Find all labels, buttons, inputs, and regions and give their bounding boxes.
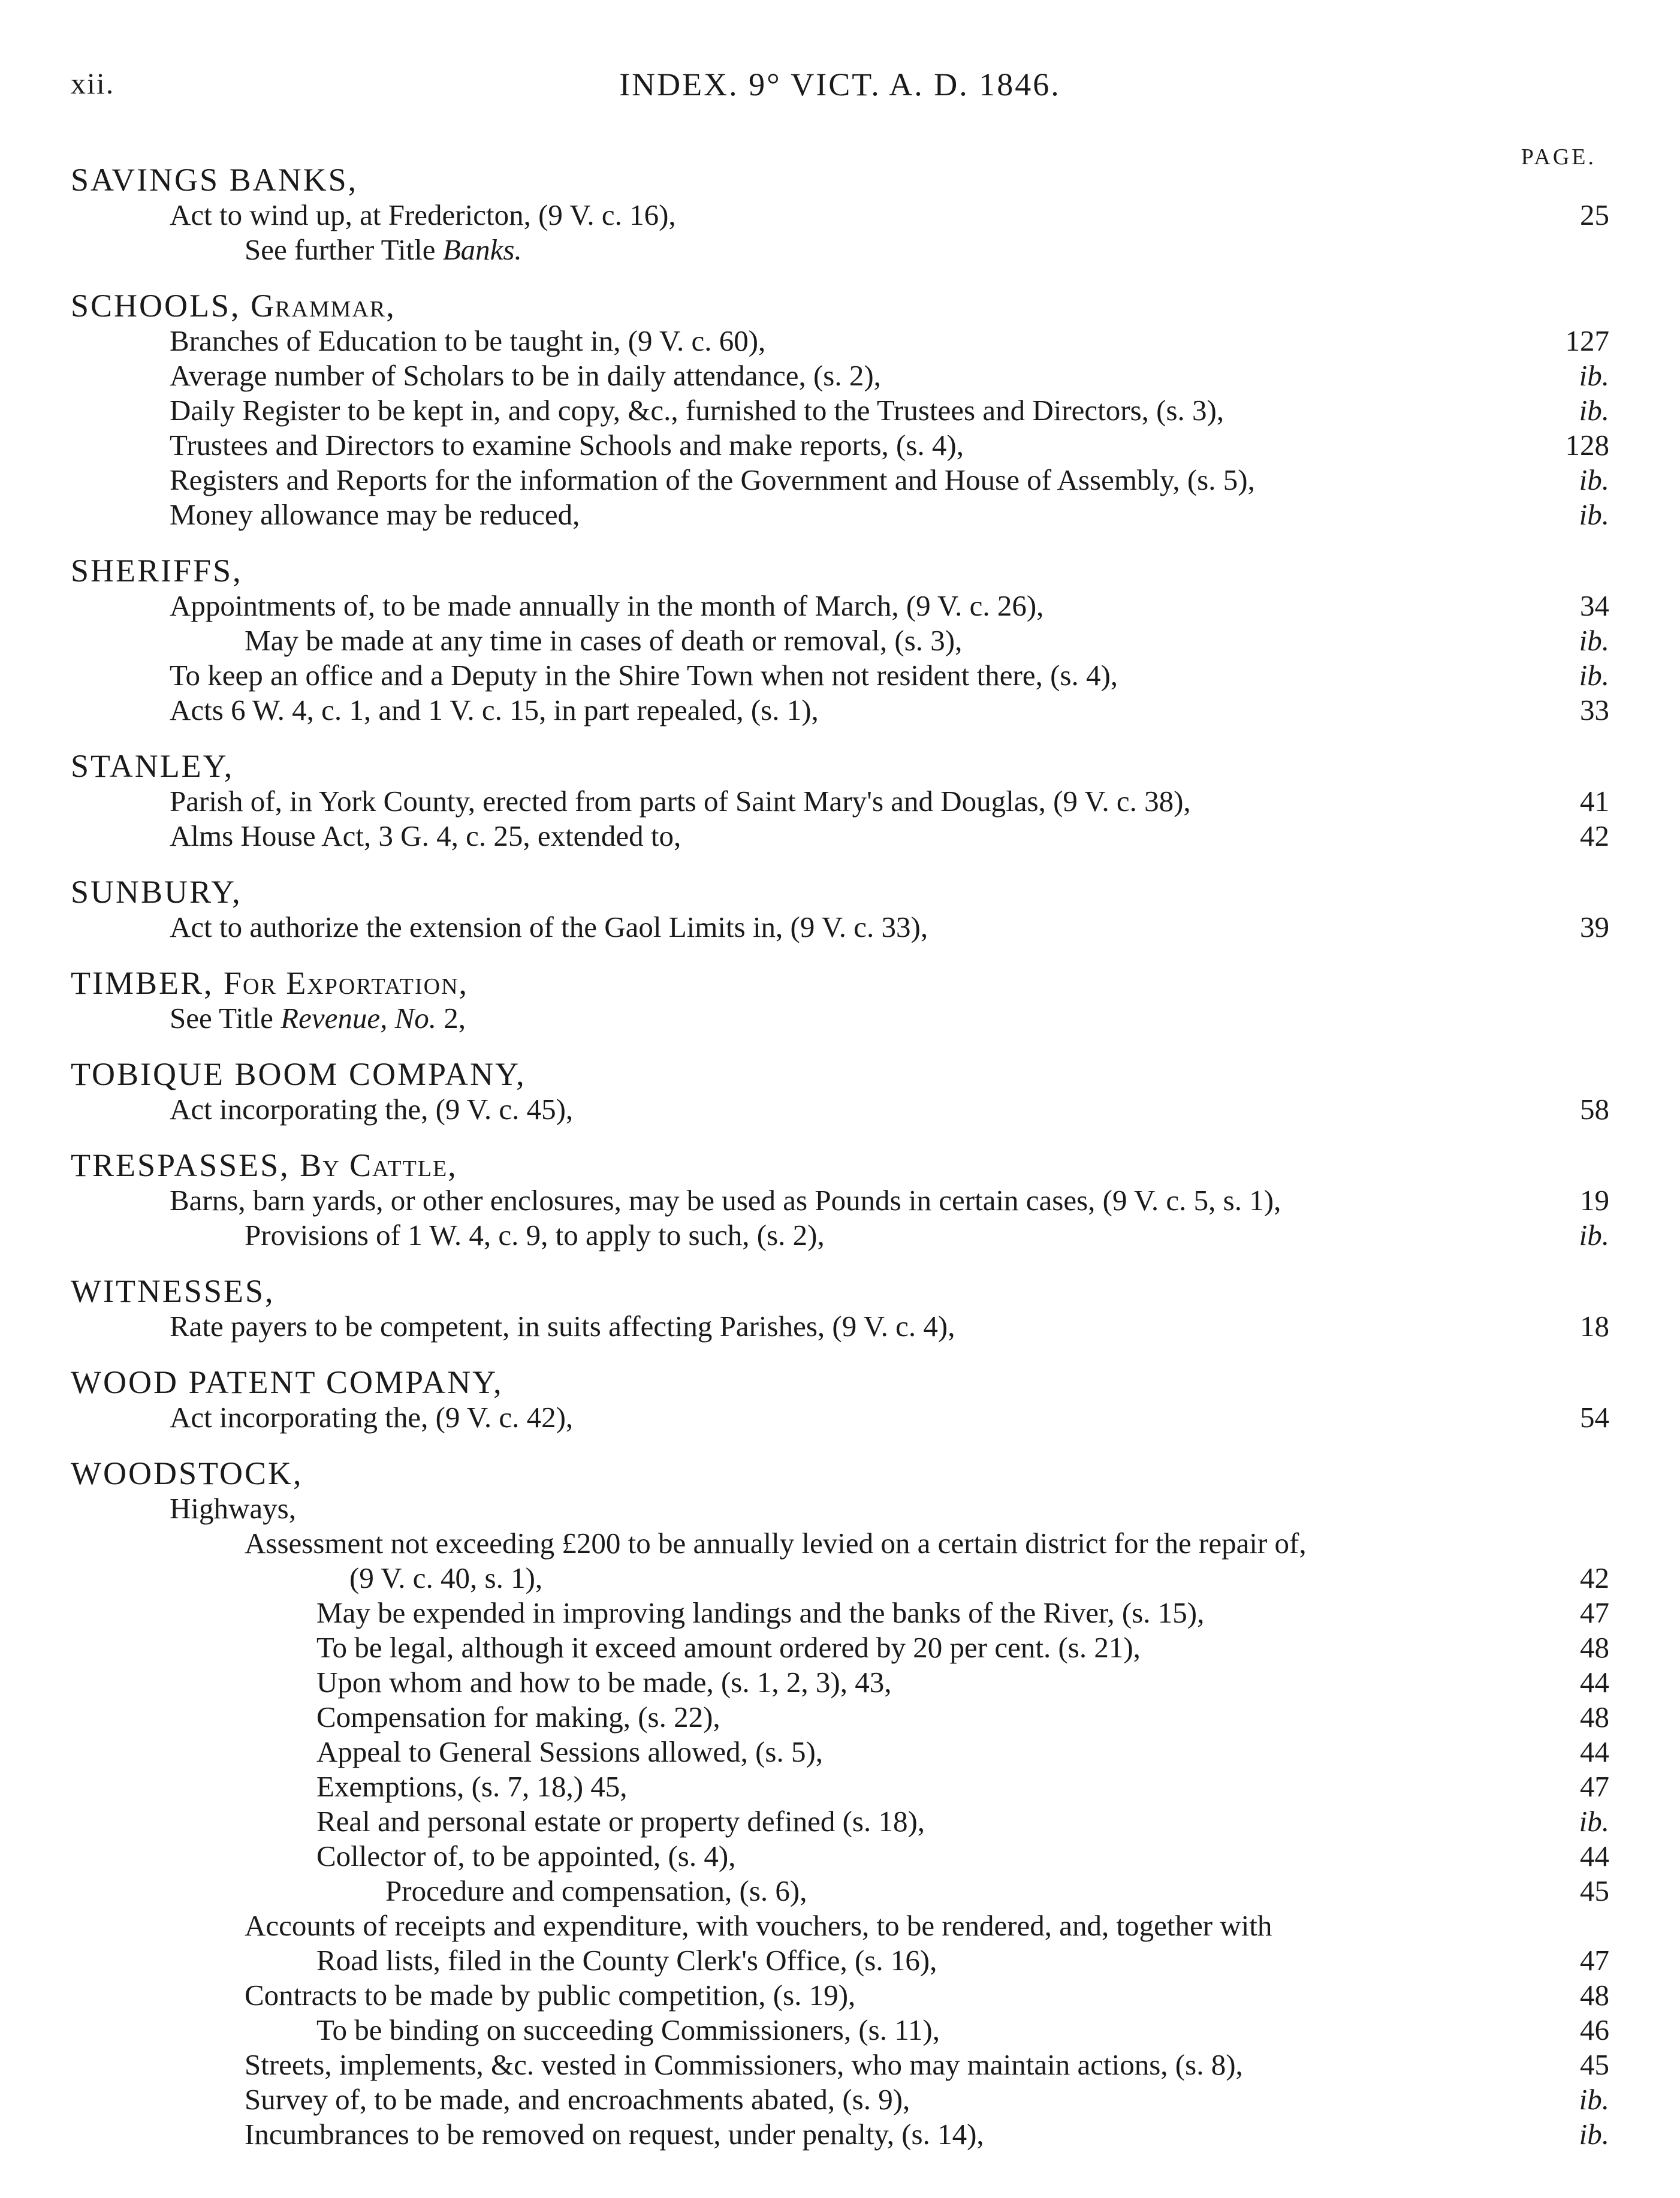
index-line — [71, 1092, 1609, 1127]
page-ref: 42 — [1580, 819, 1609, 852]
line-text: Survey of, to be made, and encroachments abated, (s. 9), — [245, 2083, 910, 2116]
page-ref: 48 — [1580, 1631, 1609, 1664]
page-ref: ib. — [1579, 2118, 1609, 2151]
index-entry-tobique-boom-company — [71, 1056, 1609, 1127]
line-text: Trustees and Directors to examine Schools and make reports, (s. 4), — [170, 429, 964, 462]
index-line — [71, 498, 1609, 532]
index-line — [71, 910, 1609, 945]
line-text: Accounts of receipts and expenditure, with vouchers, to be rendered, and, together with — [245, 1909, 1272, 1942]
line-text: Appointments of, to be made annually in the month of March, (9 V. c. 26), — [170, 589, 1044, 622]
index-line — [71, 358, 1609, 393]
index-entry-trespasses — [71, 1147, 1609, 1253]
page-ref: ib. — [1579, 498, 1609, 531]
page-ref: 47 — [1580, 1770, 1609, 1803]
index-line — [71, 1001, 1609, 1036]
page-ref: ib. — [1579, 659, 1609, 692]
entry-heading-sub: For Exportation, — [224, 965, 469, 1001]
entry-heading: SHERIFFS, — [71, 553, 243, 589]
entry-heading-main: TIMBER, — [71, 965, 214, 1001]
line-text: Acts 6 W. 4, c. 1, and 1 V. c. 15, in part repealed, (s. 1), — [170, 694, 819, 726]
line-text: Parish of, in York County, erected from parts of Saint Mary's and Douglas, (9 V. c. 38), — [170, 785, 1191, 818]
index-line — [71, 324, 1609, 358]
line-text: Barns, barn yards, or other enclosures, may be used as Pounds in certain cases, (9 V. c. 5, s. 1), — [170, 1184, 1281, 1217]
index-line — [71, 693, 1609, 728]
index-line — [71, 1630, 1609, 1665]
line-text: See further Title — [245, 233, 443, 266]
page-ref: 25 — [1580, 198, 1609, 231]
index-line — [71, 1804, 1609, 1839]
line-text: May be made at any time in cases of death or removal, (s. 3), — [245, 624, 963, 657]
index-line — [71, 1978, 1609, 2013]
page-ref: 58 — [1580, 1093, 1609, 1126]
running-head — [0, 66, 1680, 114]
index-line — [71, 198, 1609, 233]
line-text: Incumbrances to be removed on request, under penalty, (s. 14), — [245, 2118, 984, 2151]
page-ref: 45 — [1580, 1874, 1609, 1907]
line-text: Branches of Education to be taught in, (9 V. c. 60), — [170, 324, 766, 357]
index-entry-schools — [71, 288, 1609, 532]
line-text: Money allowance may be reduced, — [170, 498, 580, 531]
line-text: Act to wind up, at Fredericton, (9 V. c. 16), — [170, 198, 676, 231]
line-text: Upon whom and how to be made, (s. 1, 2, 3), 43, — [316, 1666, 892, 1699]
index-line — [71, 1183, 1609, 1218]
index-entry-witnesses — [71, 1273, 1609, 1344]
index-entry-woodstock — [71, 1455, 1609, 2152]
page-ref: 39 — [1580, 910, 1609, 943]
index-line — [71, 428, 1609, 463]
line-text: Exemptions, (s. 7, 18,) 45, — [316, 1770, 628, 1803]
line-text: Streets, implements, &c. vested in Commissioners, who may maintain actions, (s. 8), — [245, 2048, 1243, 2081]
line-text: 2, — [436, 1002, 466, 1035]
cross-reference-title: Banks. — [442, 233, 522, 266]
line-text: To be legal, although it exceed amount ordered by 20 per cent. (s. 21), — [316, 1631, 1141, 1664]
line-text: Highways, — [170, 1492, 296, 1525]
index-subheading — [71, 1491, 1609, 1526]
entry-heading — [71, 965, 1609, 1001]
page-ref: 42 — [1580, 1561, 1609, 1594]
entry-heading-main: TRESPASSES, — [71, 1147, 290, 1183]
page-ref: ib. — [1579, 463, 1609, 496]
page-ref: 128 — [1565, 429, 1609, 462]
running-title: INDEX. 9° VICT. A. D. 1846. — [619, 67, 1061, 102]
page-ref: 18 — [1580, 1310, 1609, 1343]
line-text: Registers and Reports for the information of the Government and House of Assembly, (s. 5), — [170, 463, 1255, 496]
entry-heading: TOBIQUE BOOM COMPANY, — [71, 1056, 526, 1092]
page-ref: 54 — [1580, 1401, 1609, 1434]
line-text: Assessment not exceeding £200 to be annually levied on a certain district for the repair of, — [245, 1527, 1307, 1560]
line-text: Alms House Act, 3 G. 4, c. 25, extended to, — [170, 819, 681, 852]
line-text: Real and personal estate or property defined (s. 18), — [316, 1805, 925, 1838]
page-ref: 127 — [1565, 324, 1609, 357]
index-content — [71, 162, 1609, 2172]
index-line — [71, 1400, 1609, 1435]
entry-heading: SUNBURY, — [71, 874, 242, 910]
index-line — [71, 1309, 1609, 1344]
line-text: Compensation for making, (s. 22), — [316, 1700, 720, 1733]
index-line — [71, 658, 1609, 693]
page-ref: ib. — [1579, 394, 1609, 427]
line-text: To be binding on succeeding Commissioners, (s. 11), — [316, 2013, 940, 2046]
page-ref: 33 — [1580, 694, 1609, 726]
index-entry-sheriffs — [71, 553, 1609, 728]
entry-heading: SAVINGS BANKS, — [71, 162, 358, 198]
line-text: Act to authorize the extension of the Gaol Limits in, (9 V. c. 33), — [170, 910, 928, 943]
entry-heading-sub: Grammar, — [251, 288, 396, 324]
page-ref: 48 — [1580, 1979, 1609, 2012]
index-line — [71, 463, 1609, 498]
index-line — [71, 1665, 1609, 1700]
entry-heading — [71, 1147, 1609, 1183]
line-text: Provisions of 1 W. 4, c. 9, to apply to such, (s. 2), — [245, 1219, 825, 1252]
index-line — [71, 1700, 1609, 1735]
index-line — [71, 1735, 1609, 1769]
page-ref: 34 — [1580, 589, 1609, 622]
page-ref: 41 — [1580, 785, 1609, 818]
index-line — [71, 2013, 1609, 2048]
line-text: Average number of Scholars to be in daily attendance, (s. 2), — [170, 359, 881, 392]
entry-heading-main: SCHOOLS, — [71, 288, 241, 324]
page-ref: ib. — [1579, 2083, 1609, 2116]
line-text: Rate payers to be competent, in suits affecting Parishes, (9 V. c. 4), — [170, 1310, 955, 1343]
entry-heading: STANLEY, — [71, 748, 234, 784]
page-ref: 19 — [1580, 1184, 1609, 1217]
entry-heading: WOODSTOCK, — [71, 1455, 303, 1491]
index-line — [71, 2117, 1609, 2152]
line-text: Daily Register to be kept in, and copy, &c., furnished to the Trustees and Directors, (s. 3), — [170, 394, 1224, 427]
index-line — [71, 1218, 1609, 1253]
line-text: See Title — [170, 1002, 281, 1035]
page-ref: 46 — [1580, 2013, 1609, 2046]
index-line — [71, 1769, 1609, 1804]
page-ref: 44 — [1580, 1735, 1609, 1768]
page-ref: 45 — [1580, 2048, 1609, 2081]
cross-reference-title: Revenue, No. — [280, 1002, 437, 1035]
index-line — [71, 2082, 1609, 2117]
page-ref: ib. — [1579, 624, 1609, 657]
index-line — [71, 393, 1609, 428]
page-ref: 48 — [1580, 1700, 1609, 1733]
page-column-label: PAGE. — [1521, 144, 1596, 170]
index-entry-savings-banks — [71, 162, 1609, 267]
index-line — [71, 1874, 1609, 1908]
index-line — [71, 1943, 1609, 1978]
index-line — [71, 819, 1609, 854]
index-line — [71, 1596, 1609, 1630]
index-line — [71, 1561, 1609, 1596]
line-text: Road lists, filed in the County Clerk's Office, (s. 16), — [316, 1944, 937, 1977]
page-ref: 44 — [1580, 1840, 1609, 1873]
index-line — [71, 784, 1609, 819]
page-ref: ib. — [1579, 359, 1609, 392]
index-entry-timber — [71, 965, 1609, 1036]
folio-number: xii. — [71, 67, 115, 100]
page-ref: 47 — [1580, 1596, 1609, 1629]
line-text: Collector of, to be appointed, (s. 4), — [316, 1840, 736, 1873]
line-text: May be expended in improving landings and the banks of the River, (s. 15), — [316, 1596, 1205, 1629]
index-line — [71, 589, 1609, 623]
entry-heading-sub: By Cattle, — [300, 1147, 457, 1183]
page-ref: ib. — [1579, 1805, 1609, 1838]
page-ref: 44 — [1580, 1666, 1609, 1699]
entry-heading: WITNESSES, — [71, 1273, 275, 1309]
index-line — [71, 2048, 1609, 2082]
index-line — [71, 1839, 1609, 1874]
entry-heading: WOOD PATENT COMPANY, — [71, 1364, 503, 1400]
index-entry-wood-patent-company — [71, 1364, 1609, 1435]
line-text: Act incorporating the, (9 V. c. 45), — [170, 1093, 574, 1126]
index-line — [71, 1908, 1609, 1943]
line-text: Contracts to be made by public competition, (s. 19), — [245, 1979, 856, 2012]
page-ref: 47 — [1580, 1944, 1609, 1977]
line-text: Procedure and compensation, (s. 6), — [385, 1874, 807, 1907]
line-text: Act incorporating the, (9 V. c. 42), — [170, 1401, 574, 1434]
entry-heading — [71, 288, 1609, 324]
index-line — [71, 623, 1609, 658]
index-entry-stanley — [71, 748, 1609, 854]
line-text: Appeal to General Sessions allowed, (s. 5), — [316, 1735, 824, 1768]
line-text: To keep an office and a Deputy in the Shire Town when not resident there, (s. 4), — [170, 659, 1118, 692]
index-entry-sunbury — [71, 874, 1609, 945]
index-line — [71, 233, 1609, 267]
index-line — [71, 1526, 1609, 1561]
page-ref: ib. — [1579, 1219, 1609, 1252]
line-text: (9 V. c. 40, s. 1), — [349, 1561, 543, 1594]
